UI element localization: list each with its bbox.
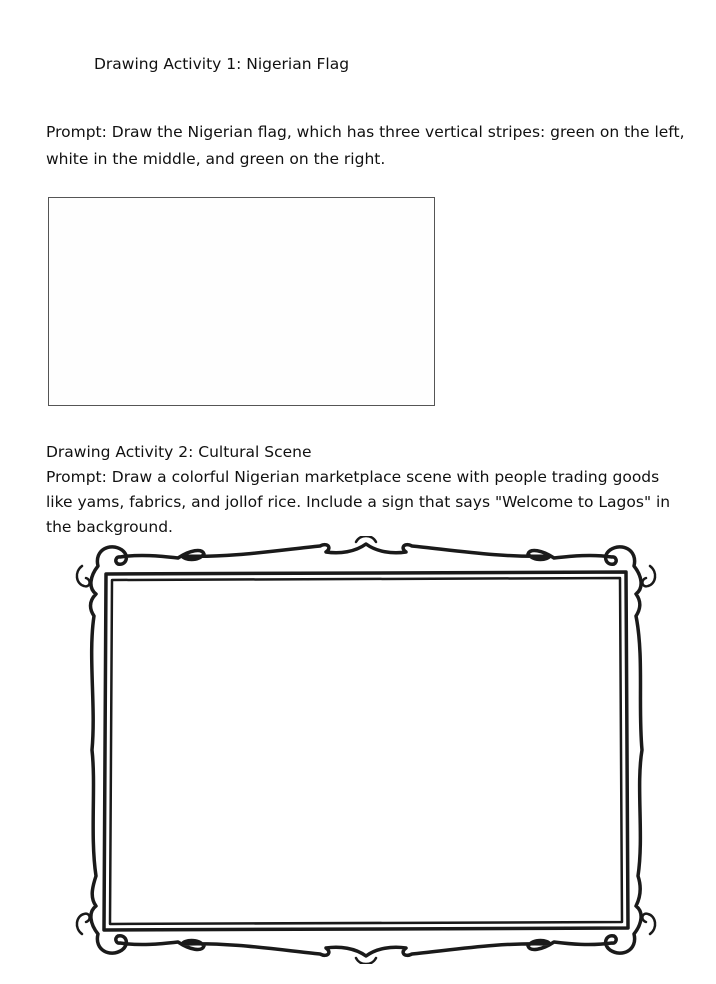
frame-ornament-right-bottom xyxy=(642,914,655,934)
activity-1-title: Drawing Activity 1: Nigerian Flag xyxy=(94,55,350,73)
frame-outer-border xyxy=(91,544,643,956)
frame-ornament-right-top xyxy=(642,566,655,586)
activity-1-prompt: Prompt: Draw the Nigerian flag, which has three vertical stripes: green on the left, white in the middle, and green on the right. xyxy=(46,123,685,168)
flag-drawing-area[interactable] xyxy=(48,197,435,406)
frame-ornament-bottom-center xyxy=(356,958,376,964)
frame-ornament-left-bottom xyxy=(77,914,90,934)
activity-2-title: Drawing Activity 2: Cultural Scene xyxy=(46,443,312,461)
ornate-frame-drawing-area[interactable] xyxy=(70,536,662,964)
frame-ornament-left-top xyxy=(77,566,90,586)
activity-2-prompt: Prompt: Draw a colorful Nigerian marketplace scene with people trading goods like yams, fabrics, and jollof rice. Include a sign that says "Welcome to Lagos" in the background. xyxy=(46,468,671,536)
frame-ornament-top-center xyxy=(356,536,376,542)
frame-inner-border-inner xyxy=(110,578,622,924)
frame-inner-border-outer xyxy=(104,572,628,930)
